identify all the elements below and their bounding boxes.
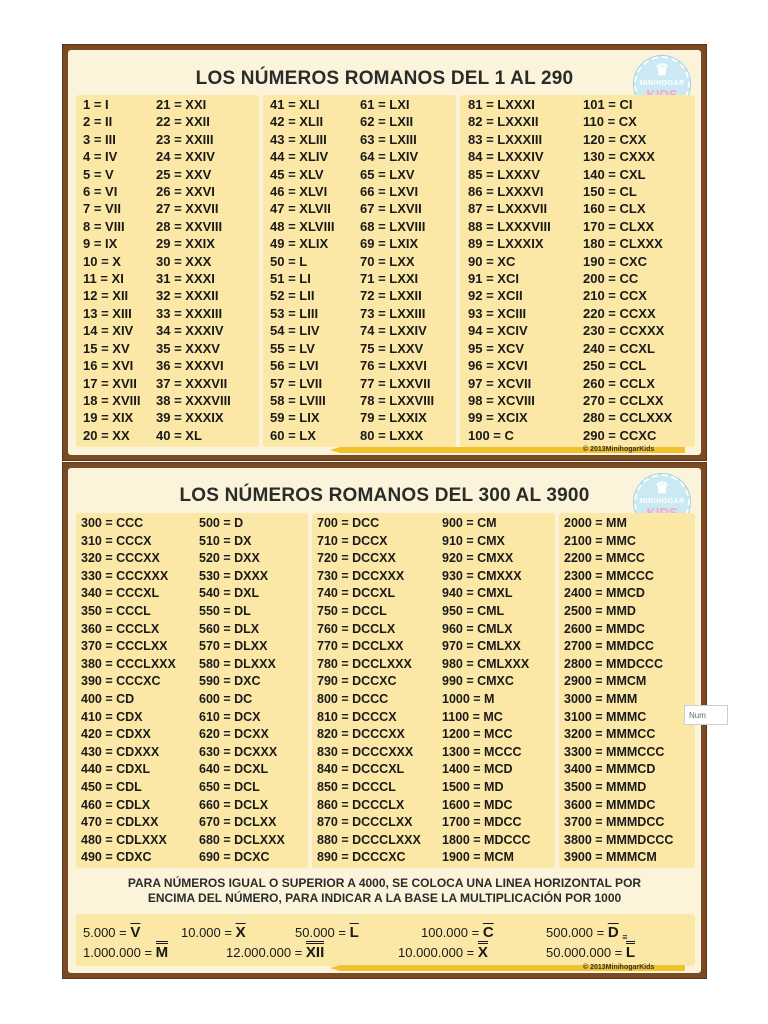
example-number: 50.000 =	[295, 925, 346, 940]
roman-entry: 830 = DCCCXXX	[317, 744, 414, 759]
roman-entry: 3500 = MMMD	[564, 779, 647, 794]
roman-entry: 250 = CCL	[583, 358, 647, 374]
roman-entry: 41 = XLI	[270, 97, 320, 112]
roman-entry: 2100 = MMC	[564, 533, 636, 548]
roman-entry: 101 = CI	[583, 97, 633, 112]
roman-entry: 490 = CDXC	[81, 850, 152, 865]
roman-entry: 7 = VII	[83, 201, 121, 217]
roman-entry: 670 = DCLXX	[199, 815, 277, 830]
roman-entry: 580 = DLXXX	[199, 656, 276, 671]
roman-entry: 140 = CXL	[583, 166, 646, 182]
roman-entry: 200 = CC	[583, 271, 639, 287]
roman-entry: 4 = IV	[83, 149, 118, 165]
roman-entry: 49 = XLIX	[270, 236, 329, 252]
crown-icon: ♛	[654, 480, 670, 497]
roman-entry: 410 = CDX	[81, 709, 143, 724]
roman-entry: 42 = XLII	[270, 114, 324, 130]
roman-entry: 43 = XLIII	[270, 131, 327, 147]
roman-entry: 190 = CXC	[583, 253, 647, 269]
large-numbers-note	[68, 876, 701, 906]
roman-entry: 310 = CCCX	[81, 533, 152, 548]
roman-entry: 3 = III	[83, 131, 116, 147]
roman-entry: 100 = C	[468, 427, 514, 443]
roman-entry: 87 = LXXXVII	[468, 201, 548, 217]
roman-entry: 180 = CLXXX	[583, 236, 663, 252]
example-number: 100.000 =	[421, 925, 480, 940]
roman-entry: 50 = L	[270, 253, 308, 269]
roman-entry: 2000 = MM	[564, 516, 627, 530]
double-bar-icon: ≡	[622, 932, 628, 942]
roman-entry: 690 = DCXC	[199, 850, 270, 865]
roman-entry: 2600 = MMDC	[564, 621, 645, 636]
roman-entry: 270 = CCLXX	[583, 392, 664, 408]
roman-entry: 450 = CDL	[81, 779, 142, 794]
roman-entry: 20 = XX	[83, 427, 130, 443]
roman-entry: 590 = DXC	[199, 674, 261, 689]
roman-entry: 14 = XIV	[83, 323, 134, 339]
roman-entry: 210 = CCX	[583, 288, 647, 304]
roman-entry: 750 = DCCL	[317, 603, 387, 618]
roman-entry: 56 = LVI	[270, 358, 319, 374]
roman-entry: 22 = XXII	[156, 114, 210, 130]
roman-entry: 27 = XXVII	[156, 201, 219, 217]
roman-entry: 64 = LXIV	[360, 149, 419, 165]
roman-entry: 1400 = MCD	[442, 762, 513, 777]
roman-entry: 38 = XXXVIII	[156, 392, 231, 408]
roman-entry: 28 = XXVIII	[156, 218, 223, 234]
roman-entry: 1200 = MCC	[442, 727, 513, 742]
roman-entry: 8 = VIII	[83, 218, 125, 234]
example-50000	[295, 924, 359, 941]
chart-card-1-to-290	[63, 45, 706, 460]
roman-entry: 730 = DCCXXX	[317, 568, 405, 583]
roman-entry: 990 = CMXC	[442, 674, 514, 689]
roman-entry: 63 = LXIII	[360, 131, 417, 147]
roman-entry: 1100 = MC	[442, 709, 503, 724]
roman-entry: 45 = XLV	[270, 166, 324, 182]
roman-entry: 67 = LXVII	[360, 201, 422, 217]
example-12000000	[226, 944, 324, 961]
roman-entry: 48 = XLVIII	[270, 218, 335, 234]
roman-entry: 840 = DCCCXL	[317, 762, 405, 777]
roman-entry: 770 = DCCLXX	[317, 639, 404, 654]
example-5000	[83, 924, 140, 941]
roman-entry: 500 = D	[199, 516, 244, 530]
roman-entry: 640 = DCXL	[199, 762, 269, 777]
roman-entry: 85 = LXXXV	[468, 166, 540, 182]
roman-entry: 3800 = MMMDCCC	[564, 832, 674, 847]
roman-entry: 51 = LI	[270, 271, 311, 287]
roman-entry: 32 = XXXII	[156, 288, 219, 304]
example-roman: L	[626, 941, 635, 961]
roman-entry: 2700 = MMDCC	[564, 639, 654, 654]
roman-entry: 560 = DLX	[199, 621, 260, 636]
roman-entry: 820 = DCCCXX	[317, 727, 405, 742]
roman-entry: 420 = CDXX	[81, 727, 151, 742]
roman-entry: 61 = LXI	[360, 97, 410, 112]
roman-entry: 40 = XL	[156, 427, 202, 443]
example-1000000	[83, 944, 168, 961]
roman-entry: 260 = CCLX	[583, 375, 655, 391]
roman-entry: 460 = CDLX	[81, 797, 151, 812]
roman-entry: 2800 = MMDCCC	[564, 656, 663, 671]
roman-entry: 470 = CDLXX	[81, 815, 159, 830]
roman-entry: 380 = CCCLXXX	[81, 656, 176, 671]
roman-entry: 52 = LII	[270, 288, 315, 304]
roman-entry: 620 = DCXX	[199, 727, 269, 742]
roman-entry: 650 = DCL	[199, 779, 260, 794]
roman-entry: 47 = XLVII	[270, 201, 331, 217]
roman-column-5	[564, 515, 695, 867]
example-roman: $\overline{D}$	[607, 924, 619, 941]
roman-entry: 91 = XCI	[468, 271, 519, 287]
roman-entry: 23 = XXIII	[156, 131, 214, 147]
roman-entry: 660 = DCLX	[199, 797, 269, 812]
roman-entry: 230 = CCXXX	[583, 323, 665, 339]
roman-entry: 930 = CMXXX	[442, 568, 522, 583]
chart-title: LOS NÚMEROS ROMANOS DEL 300 AL 3900	[179, 485, 590, 506]
roman-entry: 970 = CMLXX	[442, 639, 521, 654]
pencil-tip-icon	[330, 965, 340, 971]
roman-column-4	[360, 96, 456, 444]
roman-entry: 880 = DCCCLXXX	[317, 832, 421, 847]
roman-entry: 25 = XXV	[156, 166, 212, 182]
roman-entry: 6 = VI	[83, 184, 118, 200]
roman-entry: 3700 = MMMDCC	[564, 815, 665, 830]
roman-entry: 720 = DCCXX	[317, 551, 396, 566]
roman-entry: 1900 = MCM	[442, 850, 514, 865]
roman-entry: 96 = XCVI	[468, 358, 528, 374]
roman-entry: 1800 = MDCCC	[442, 832, 531, 847]
roman-entry: 70 = LXX	[360, 253, 415, 269]
roman-entry: 18 = XVIII	[83, 392, 141, 408]
example-100000	[421, 924, 494, 941]
roman-entry: 54 = LIV	[270, 323, 320, 339]
roman-column-2	[156, 96, 259, 444]
roman-entry: 780 = DCCLXXX	[317, 656, 412, 671]
roman-entry: 55 = LV	[270, 340, 315, 356]
roman-entry: 17 = XVII	[83, 375, 137, 391]
roman-entry: 2 = II	[83, 114, 113, 130]
roman-entry: 700 = DCC	[317, 516, 380, 530]
example-number: 5.000 =	[83, 925, 127, 940]
roman-entry: 81 = LXXXI	[468, 97, 535, 112]
roman-entry: 94 = XCIV	[468, 323, 528, 339]
roman-entry: 790 = DCCXC	[317, 674, 397, 689]
roman-entry: 1 = I	[83, 97, 109, 112]
roman-entry: 58 = LVIII	[270, 392, 326, 408]
roman-entry: 710 = DCCX	[317, 533, 388, 548]
roman-entry: 24 = XXIV	[156, 149, 215, 165]
roman-entry: 3400 = MMMCD	[564, 762, 656, 777]
chart-card-inner	[68, 50, 701, 455]
roman-entry: 870 = DCCCLXX	[317, 815, 413, 830]
roman-entry: 82 = LXXXII	[468, 114, 539, 130]
roman-column-6	[583, 96, 693, 444]
example-roman: $\overline{L}$	[349, 924, 359, 941]
roman-entry: 72 = LXXII	[360, 288, 422, 304]
copyright-text: © 2013MinihogarKids	[583, 446, 655, 453]
example-roman: X	[478, 941, 488, 961]
roman-column-3	[317, 515, 441, 867]
roman-entry: 75 = LXXV	[360, 340, 424, 356]
badge-brand-text: MINIHOGAR	[639, 80, 685, 87]
example-10000000	[398, 944, 488, 961]
roman-entry: 240 = CCXL	[583, 340, 655, 356]
pencil-tip-icon	[330, 447, 340, 453]
example-roman: $\overline{C}$	[482, 924, 494, 941]
roman-column-5	[468, 96, 580, 444]
roman-entry: 940 = CMXL	[442, 586, 513, 601]
roman-entry: 860 = DCCCLX	[317, 797, 405, 812]
roman-entry: 350 = CCCL	[81, 603, 151, 618]
note-line-2: ENCIMA DEL NÚMERO, PARA INDICAR A LA BASE LA MULTIPLICACIÓN POR 1000	[147, 891, 622, 905]
roman-entry: 65 = LXV	[360, 166, 415, 182]
roman-entry: 30 = XXX	[156, 253, 212, 269]
example-500000	[546, 924, 628, 942]
roman-entry: 71 = LXXI	[360, 271, 419, 287]
roman-entry: 340 = CCCXL	[81, 586, 160, 601]
roman-entry: 120 = CXX	[583, 131, 647, 147]
roman-entry: 53 = LIII	[270, 305, 319, 321]
roman-entry: 330 = CCCXXX	[81, 568, 169, 583]
roman-entry: 34 = XXXIV	[156, 323, 224, 339]
roman-entry: 11 = XI	[83, 271, 124, 287]
note-line-1: PARA NÚMEROS IGUAL O SUPERIOR A 4000, SE COLOCA UNA LINEA HORIZONTAL POR	[127, 876, 642, 890]
roman-entry: 290 = CCXC	[583, 427, 657, 443]
roman-entry: 890 = DCCCXC	[317, 850, 406, 865]
roman-entry: 9 = IX	[83, 236, 118, 252]
roman-entry: 3000 = MMM	[564, 691, 638, 706]
roman-entry: 550 = DL	[199, 603, 251, 618]
roman-entry: 800 = DCCC	[317, 691, 389, 706]
roman-entry: 39 = XXXIX	[156, 410, 224, 426]
roman-entry: 26 = XXVI	[156, 184, 215, 200]
roman-entry: 77 = LXXVII	[360, 375, 431, 391]
roman-entry: 850 = DCCCL	[317, 779, 396, 794]
roman-entry: 600 = DC	[199, 691, 253, 706]
roman-entry: 610 = DCX	[199, 709, 261, 724]
roman-entry: 130 = CXXX	[583, 149, 655, 165]
roman-entry: 2900 = MMCM	[564, 674, 647, 689]
roman-entry: 90 = XC	[468, 253, 516, 269]
roman-entry: 2200 = MMCC	[564, 551, 645, 566]
roman-entry: 430 = CDXXX	[81, 744, 160, 759]
roman-entry: 97 = XCVII	[468, 375, 532, 391]
copyright-text: © 2013MinihogarKids	[583, 964, 655, 971]
roman-entry: 5 = V	[83, 166, 114, 182]
roman-entry: 630 = DCXXX	[199, 744, 278, 759]
roman-entry: 46 = XLVI	[270, 184, 328, 200]
chart-card-inner	[68, 468, 701, 973]
roman-entry: 83 = LXXXIII	[468, 131, 543, 147]
roman-entry: 760 = DCCLX	[317, 621, 396, 636]
example-roman: $\overline{V}$	[130, 924, 141, 941]
roman-entry: 76 = LXXVI	[360, 358, 427, 374]
side-tab[interactable]: Num	[684, 705, 728, 725]
roman-entry: 390 = CCCXC	[81, 674, 161, 689]
roman-entry: 2400 = MMCD	[564, 586, 645, 601]
roman-entry: 59 = LIX	[270, 410, 320, 426]
roman-entry: 980 = CMLXXX	[442, 656, 530, 671]
roman-entry: 78 = LXXVIII	[360, 392, 435, 408]
chart-card-300-to-3900	[63, 463, 706, 978]
example-roman: XII	[306, 941, 324, 961]
roman-entry: 19 = XIX	[83, 410, 134, 426]
roman-entry: 2300 = MMCCC	[564, 568, 654, 583]
roman-entry: 68 = LXVIII	[360, 218, 426, 234]
roman-entry: 370 = CCCLXX	[81, 639, 168, 654]
roman-entry: 170 = CLXX	[583, 218, 655, 234]
roman-entry: 160 = CLX	[583, 201, 646, 217]
example-number: 500.000 =	[546, 925, 605, 940]
roman-entry: 150 = CL	[583, 184, 637, 200]
roman-entry: 360 = CCCLX	[81, 621, 160, 636]
roman-entry: 900 = CM	[442, 516, 497, 530]
roman-entry: 15 = XV	[83, 340, 130, 356]
roman-entry: 93 = XCIII	[468, 305, 527, 321]
roman-entry: 16 = XVI	[83, 358, 134, 374]
roman-entry: 1000 = M	[442, 691, 495, 706]
example-number: 1.000.000 =	[83, 945, 153, 960]
roman-entry: 2500 = MMD	[564, 603, 636, 618]
example-roman: $\overline{X}$	[235, 924, 246, 941]
roman-entry: 3200 = MMMCC	[564, 727, 656, 742]
roman-entry: 110 = CX	[583, 114, 637, 130]
roman-entry: 950 = CML	[442, 603, 505, 618]
roman-entry: 1300 = MCCC	[442, 744, 522, 759]
roman-entry: 80 = LXXX	[360, 427, 424, 443]
badge-brand-text: MINIHOGAR	[639, 498, 685, 505]
roman-entry: 10 = X	[83, 253, 121, 269]
roman-entry: 13 = XIII	[83, 305, 132, 321]
roman-entry: 36 = XXXVI	[156, 358, 224, 374]
roman-entry: 570 = DLXX	[199, 639, 268, 654]
roman-entry: 3300 = MMMCCC	[564, 744, 665, 759]
roman-entry: 1700 = MDCC	[442, 815, 522, 830]
roman-entry: 92 = XCII	[468, 288, 523, 304]
example-number: 50.000.000 =	[546, 945, 623, 960]
roman-entry: 69 = LXIX	[360, 236, 419, 252]
crown-icon: ♛	[654, 62, 670, 79]
roman-entry: 280 = CCLXXX	[583, 410, 673, 426]
roman-entry: 530 = DXXX	[199, 568, 269, 583]
roman-entry: 44 = XLIV	[270, 149, 329, 165]
chart-title: LOS NÚMEROS ROMANOS DEL 1 AL 290	[195, 68, 574, 89]
roman-entry: 84 = LXXXIV	[468, 149, 544, 165]
roman-entry: 57 = LVII	[270, 375, 323, 391]
roman-entry: 320 = CCCXX	[81, 551, 160, 566]
roman-entry: 79 = LXXIX	[360, 410, 427, 426]
roman-entry: 99 = XCIX	[468, 410, 528, 426]
example-number: 10.000 =	[181, 925, 232, 940]
roman-entry: 12 = XII	[83, 288, 129, 304]
roman-entry: 29 = XXIX	[156, 236, 215, 252]
roman-entry: 3900 = MMMCM	[564, 850, 657, 865]
roman-column-1	[83, 96, 153, 444]
roman-entry: 89 = LXXXIX	[468, 236, 544, 252]
roman-entry: 66 = LXVI	[360, 184, 419, 200]
roman-entry: 74 = LXXIV	[360, 323, 427, 339]
roman-entry: 300 = CCC	[81, 516, 144, 530]
roman-entry: 540 = DXL	[199, 586, 260, 601]
roman-entry: 88 = LXXXVIII	[468, 218, 551, 234]
example-50000000	[546, 944, 635, 961]
roman-entry: 73 = LXXIII	[360, 305, 426, 321]
roman-entry: 400 = CD	[81, 691, 135, 706]
roman-entry: 910 = CMX	[442, 533, 505, 548]
roman-entry: 480 = CDLXXX	[81, 832, 167, 847]
roman-column-2	[199, 515, 307, 867]
roman-entry: 3100 = MMMC	[564, 709, 647, 724]
roman-entry: 440 = CDXL	[81, 762, 151, 777]
example-roman: M	[156, 941, 169, 961]
roman-entry: 98 = XCVIII	[468, 392, 535, 408]
roman-entry: 95 = XCV	[468, 340, 525, 356]
roman-entry: 920 = CMXX	[442, 551, 514, 566]
roman-entry: 60 = LX	[270, 427, 316, 443]
roman-entry: 680 = DCLXXX	[199, 832, 285, 847]
roman-entry: 810 = DCCCX	[317, 709, 397, 724]
roman-column-3	[270, 96, 360, 444]
roman-entry: 1600 = MDC	[442, 797, 513, 812]
roman-entry: 520 = DXX	[199, 551, 260, 566]
roman-entry: 220 = CCXX	[583, 305, 656, 321]
roman-entry: 21 = XXI	[156, 97, 207, 112]
roman-entry: 35 = XXXV	[156, 340, 220, 356]
example-10000	[181, 924, 246, 941]
roman-entry: 1500 = MD	[442, 779, 504, 794]
roman-entry: 960 = CMLX	[442, 621, 513, 636]
roman-entry: 33 = XXXIII	[156, 305, 223, 321]
roman-entry: 510 = DX	[199, 533, 252, 548]
roman-entry: 740 = DCCXL	[317, 586, 396, 601]
roman-entry: 62 = LXII	[360, 114, 414, 130]
example-number: 10.000.000 =	[398, 945, 475, 960]
roman-entry: 3600 = MMMDC	[564, 797, 656, 812]
roman-entry: 31 = XXXI	[156, 271, 215, 287]
roman-entry: 37 = XXXVII	[156, 375, 228, 391]
roman-column-4	[442, 515, 555, 867]
example-number: 12.000.000 =	[226, 945, 303, 960]
roman-column-1	[81, 515, 198, 867]
roman-entry: 86 = LXXXVI	[468, 184, 544, 200]
